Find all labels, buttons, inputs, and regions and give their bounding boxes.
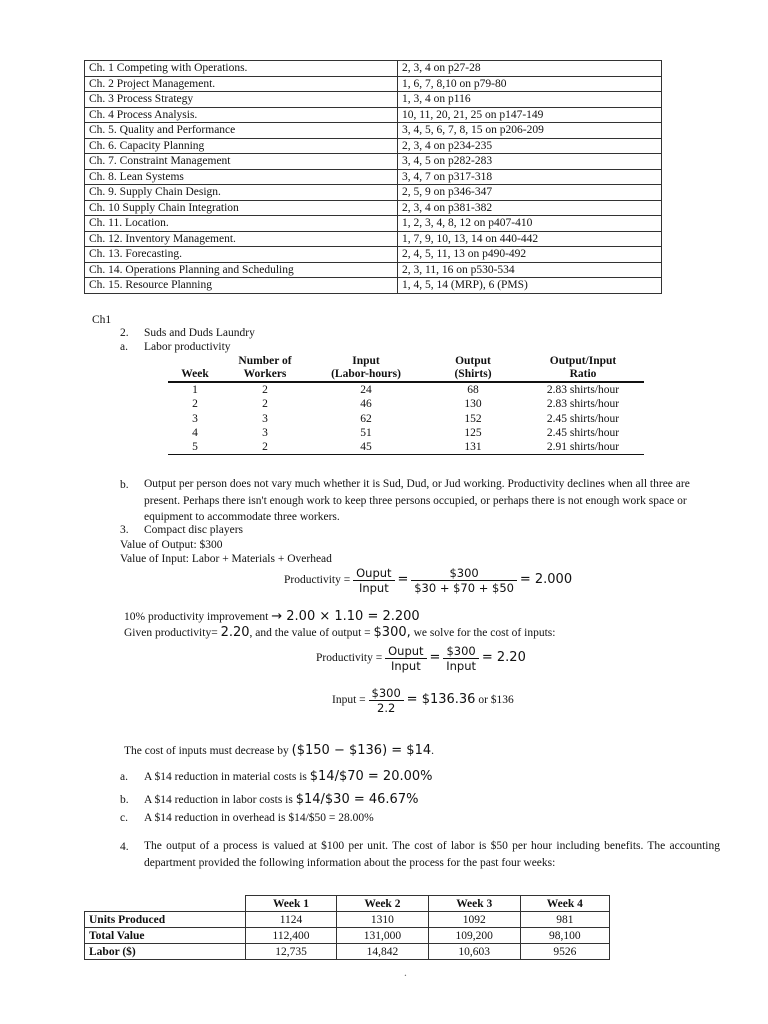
footer-mark: . bbox=[404, 967, 407, 979]
process-week-header: Week 1 bbox=[246, 896, 337, 912]
laundry-cell: 24 bbox=[360, 384, 372, 396]
process-cell: 981 bbox=[520, 912, 609, 928]
laundry-cell: 2.91 shirts/hour bbox=[522, 440, 644, 455]
decrease-line: The cost of inputs must decrease by ($150 − $136) = $14. bbox=[124, 743, 434, 758]
q3-item bbox=[144, 770, 433, 784]
laundry-header-line2: Week bbox=[181, 368, 209, 380]
process-week-header: Week 2 bbox=[337, 896, 429, 912]
process-cell: 14,842 bbox=[337, 944, 429, 960]
laundry-row bbox=[168, 382, 644, 397]
eq1-fraction-1: $\frac{\text{Ouput}}{\text{Input}}$ bbox=[353, 566, 394, 595]
eq1-label: Productivity = bbox=[284, 574, 351, 587]
chapter-row bbox=[85, 200, 662, 216]
laundry-header bbox=[308, 355, 424, 382]
chapter-problems: 2, 3, 4 on p381-382 bbox=[398, 200, 662, 216]
laundry-row bbox=[168, 426, 644, 440]
chapter-title: Ch. 10 Supply Chain Integration bbox=[85, 200, 398, 216]
laundry-header-line2: (Shirts) bbox=[454, 368, 492, 380]
chapter-problems: 2, 3, 4 on p27-28 bbox=[398, 61, 662, 77]
q3-item-letter: a. bbox=[120, 771, 128, 783]
laundry-cell: 62 bbox=[360, 412, 372, 425]
process-row-label: Units Produced bbox=[85, 912, 246, 928]
laundry-header bbox=[522, 355, 644, 382]
process-cell: 10,603 bbox=[428, 944, 520, 960]
value-of-input: Value of Input: Labor + Materials + Overhead bbox=[120, 553, 332, 565]
chapter-title: Ch. 14. Operations Planning and Scheduling bbox=[85, 262, 398, 278]
laundry-cell: 2 bbox=[262, 384, 268, 396]
chapter-title: Ch. 3 Process Strategy bbox=[85, 92, 398, 108]
laundry-row bbox=[168, 440, 644, 455]
laundry-header-line2: (Labor-hours) bbox=[331, 368, 401, 380]
q4-number: 4. bbox=[120, 841, 129, 853]
chapter-row bbox=[85, 231, 662, 247]
productivity-equation-1: Productivity = $\frac{\text{Ouput}}{\text{Input}}$ = $\frac{\$300}{\$30 + \$70 + \$50}$ = 2.000 bbox=[284, 566, 573, 595]
laundry-cell: 2.45 shirts/hour bbox=[546, 426, 620, 439]
chapter-title: Ch. 12. Inventory Management. bbox=[85, 231, 398, 247]
laundry-header-line2: Ratio bbox=[569, 368, 597, 380]
q2-number: 2. bbox=[120, 327, 129, 339]
process-cell: 12,735 bbox=[246, 944, 337, 960]
q3-item-math: $14/$30 = 46.67% bbox=[295, 792, 419, 807]
chapter-problems: 1, 3, 4 on p116 bbox=[398, 92, 662, 108]
q3-item bbox=[144, 793, 418, 807]
laundry-productivity-table bbox=[168, 355, 644, 455]
laundry-row bbox=[168, 412, 644, 426]
chapter-row bbox=[85, 169, 662, 185]
chapter-title: Ch. 1 Competing with Operations. bbox=[85, 61, 398, 77]
laundry-header-line1: Output bbox=[455, 355, 491, 367]
chapter-problems: 1, 7, 9, 10, 13, 14 on 440-442 bbox=[398, 231, 662, 247]
process-cell: 131,000 bbox=[337, 928, 429, 944]
laundry-cell: 2 bbox=[192, 398, 198, 411]
chapter-row bbox=[85, 216, 662, 232]
chapter-problems: 10, 11, 20, 21, 25 on p147-149 bbox=[398, 107, 662, 123]
given-line: Given productivity= 2.20, and the value of output = $300, we solve for the cost of inputs: bbox=[124, 625, 556, 640]
laundry-cell: 2.83 shirts/hour bbox=[546, 398, 620, 411]
chapter-row bbox=[85, 185, 662, 201]
chapter-title: Ch. 13. Forecasting. bbox=[85, 247, 398, 263]
chapter-problems: 2, 5, 9 on p346-347 bbox=[398, 185, 662, 201]
chapter-title: Ch. 15. Resource Planning bbox=[85, 278, 398, 294]
chapter-row bbox=[85, 278, 662, 294]
process-row bbox=[85, 944, 610, 960]
laundry-cell: 5 bbox=[168, 440, 222, 455]
laundry-cell: 51 bbox=[360, 426, 372, 439]
chapter-title: Ch. 8. Lean Systems bbox=[85, 169, 398, 185]
process-cell: 1310 bbox=[337, 912, 429, 928]
process-week-header: Week 3 bbox=[428, 896, 520, 912]
chapter-problems: 1, 6, 7, 8,10 on p79-80 bbox=[398, 76, 662, 92]
laundry-header-line1: Output/Input bbox=[549, 355, 617, 367]
chapter-title: Ch. 5. Quality and Performance bbox=[85, 123, 398, 139]
chapter-problems: 2, 3, 4 on p234-235 bbox=[398, 138, 662, 154]
laundry-cell: 4 bbox=[192, 426, 198, 439]
process-cell: 109,200 bbox=[428, 928, 520, 944]
q3-item-text: A $14 reduction in overhead is $14/$50 = 28.00% bbox=[144, 812, 374, 824]
process-row bbox=[85, 928, 610, 944]
process-cell: 112,400 bbox=[246, 928, 337, 944]
laundry-cell: 3 bbox=[262, 426, 268, 439]
laundry-header-line1: Input bbox=[352, 355, 380, 367]
q2-title: Suds and Duds Laundry bbox=[144, 327, 255, 339]
chapter-problems: 2, 4, 5, 11, 13 on p490-492 bbox=[398, 247, 662, 263]
laundry-cell: 2.83 shirts/hour bbox=[546, 384, 620, 396]
laundry-cell: 1 bbox=[192, 384, 198, 396]
laundry-cell: 3 bbox=[262, 412, 268, 425]
q4-text: The output of a process is valued at $100 per unit. The cost of labor is $50 per hour including benefits. The accounting department provided the following information about the process for the past four weeks: bbox=[144, 840, 720, 869]
chapter-row bbox=[85, 92, 662, 108]
chapter-problems: 3, 4, 5 on p282-283 bbox=[398, 154, 662, 170]
process-week-header: Week 4 bbox=[520, 896, 609, 912]
laundry-cell: 68 bbox=[467, 384, 479, 396]
process-row-label: Total Value bbox=[85, 928, 246, 944]
process-cell: 98,100 bbox=[520, 928, 609, 944]
laundry-cell: 2 bbox=[262, 398, 268, 411]
process-cell: 1124 bbox=[246, 912, 337, 928]
laundry-cell: 130 bbox=[464, 398, 482, 411]
q3-item-letter: b. bbox=[120, 794, 129, 806]
laundry-header bbox=[222, 355, 308, 382]
process-row-label: Labor ($) bbox=[85, 944, 246, 960]
process-row bbox=[85, 912, 610, 928]
eq1-result: = 2.000 bbox=[519, 572, 573, 588]
input-equation: Input = $\frac{\$300}{2.2}$ = $136.36 or $136 bbox=[332, 686, 514, 715]
chapter-title: Ch. 9. Supply Chain Design. bbox=[85, 185, 398, 201]
laundry-header-line2: Workers bbox=[243, 368, 287, 380]
improvement-line: 10% productivity improvement → 2.00 × 1.10 = 2.200 bbox=[124, 609, 420, 624]
value-of-output: Value of Output: $300 bbox=[120, 539, 223, 551]
laundry-cell: 2 bbox=[222, 440, 308, 455]
chapter-title: Ch. 4 Process Analysis. bbox=[85, 107, 398, 123]
chapter-title: Ch. 6. Capacity Planning bbox=[85, 138, 398, 154]
process-weekly-table bbox=[84, 895, 610, 960]
chapter-row bbox=[85, 138, 662, 154]
eq1-fraction-2: $\frac{\$300}{\$30 + \$70 + \$50}$ bbox=[411, 566, 517, 595]
process-cell: 1092 bbox=[428, 912, 520, 928]
chapter-row bbox=[85, 107, 662, 123]
productivity-equation-2: Productivity = $\frac{\text{Ouput}}{\text{Input}}$ = $\frac{\$300}{\text{Input}}$ = 2.20 bbox=[316, 644, 526, 673]
q2a-letter: a. bbox=[120, 341, 128, 353]
chapter-title: Ch. 11. Location. bbox=[85, 216, 398, 232]
q3-title: Compact disc players bbox=[144, 524, 244, 536]
laundry-cell: 3 bbox=[192, 412, 198, 425]
chapter-row bbox=[85, 247, 662, 263]
chapter-row bbox=[85, 123, 662, 139]
q2b-text: Output per person does not vary much whether it is Sud, Dud, or Jud working. Productivity declines when all three are present. Perhaps there isn't enough work to keep three persons occupied, or perhaps there is not enough work space or equipment to accommodate three workers. bbox=[144, 478, 690, 523]
q2a-title: Labor productivity bbox=[144, 341, 231, 353]
laundry-header-line1: Number of bbox=[238, 355, 292, 367]
q3-item-text: A $14 reduction in material costs is bbox=[144, 771, 307, 783]
chapter-title: Ch. 2 Project Management. bbox=[85, 76, 398, 92]
q3-number: 3. bbox=[120, 524, 129, 536]
laundry-cell: 125 bbox=[464, 426, 482, 439]
chapter-problems: 2, 3, 11, 16 on p530-534 bbox=[398, 262, 662, 278]
laundry-cell: 45 bbox=[308, 440, 424, 455]
process-cell: 9526 bbox=[520, 944, 609, 960]
q2b-letter: b. bbox=[120, 479, 129, 491]
chapter-problems: 3, 4, 7 on p317-318 bbox=[398, 169, 662, 185]
laundry-cell: 46 bbox=[360, 398, 372, 411]
laundry-header bbox=[168, 355, 222, 382]
chapter-row bbox=[85, 61, 662, 77]
chapter-row bbox=[85, 262, 662, 278]
q3-item bbox=[144, 811, 374, 825]
chapter-row bbox=[85, 76, 662, 92]
chapter-assignments-table bbox=[84, 60, 662, 294]
chapter-title: Ch. 7. Constraint Management bbox=[85, 154, 398, 170]
q3-item-text: A $14 reduction in labor costs is bbox=[144, 794, 293, 806]
q3-item-letter: c. bbox=[120, 812, 128, 824]
laundry-cell: 152 bbox=[464, 412, 482, 425]
laundry-cell: 2.45 shirts/hour bbox=[546, 412, 620, 425]
chapter-row bbox=[85, 154, 662, 170]
chapter-problems: 3, 4, 5, 6, 7, 8, 15 on p206-209 bbox=[398, 123, 662, 139]
laundry-row bbox=[168, 397, 644, 411]
laundry-header bbox=[424, 355, 522, 382]
q3-item-math: $14/$70 = 20.00% bbox=[309, 769, 433, 784]
section-label: Ch1 bbox=[92, 314, 112, 326]
chapter-problems: 1, 4, 5, 14 (MRP), 6 (PMS) bbox=[398, 278, 662, 294]
laundry-cell: 131 bbox=[424, 440, 522, 455]
chapter-problems: 1, 2, 3, 4, 8, 12 on p407-410 bbox=[398, 216, 662, 232]
